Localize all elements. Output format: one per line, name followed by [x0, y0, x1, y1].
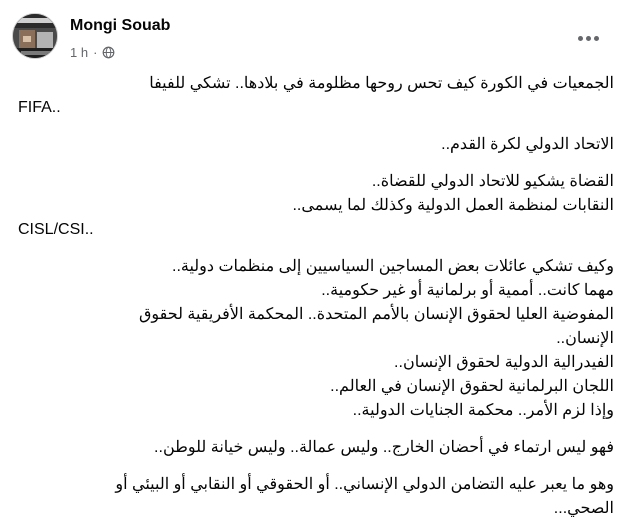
author-avatar[interactable] [12, 13, 58, 59]
post-line-9: المفوضية العليا لحقوق الإنسان بالأمم المتحدة.. المحكمة الأفريقية لحقوق [138, 306, 614, 323]
post-line-2: FIFA.. [18, 99, 61, 116]
post-line-11: الفيدرالية الدولية لحقوق الإنسان.. [394, 354, 614, 371]
post-line-16: الصحي... [553, 500, 614, 517]
author-name[interactable]: Mongi Souab [70, 17, 171, 34]
post-line-15: وهو ما يعبر عليه التضامن الدولي الإنساني.. أو الحقوقي أو النقابي أو البيئي أو [115, 476, 614, 493]
post-line-14: فهو ليس ارتماء في أحضان الخارج.. وليس عمالة.. وليس خيانة للوطن.. [154, 439, 614, 456]
post-line-13: وإذا لزم الأمر.. محكمة الجنايات الدولية.. [352, 402, 614, 419]
avatar-image [13, 14, 58, 59]
post-line-4: القضاة يشكيو للاتحاد الدولي للقضاة.. [371, 173, 614, 190]
post-line-8: مهما كانت.. أممية أو برلمانية أو غير حكومية.. [321, 282, 614, 299]
post-body [18, 72, 614, 521]
post-line-10: الإنسان.. [556, 330, 614, 347]
post-line-3: الاتحاد الدولي لكرة القدم.. [441, 136, 614, 153]
globe-icon[interactable] [102, 46, 115, 59]
post-meta [70, 45, 115, 60]
more-options-icon[interactable] [570, 20, 606, 56]
post-line-12: اللجان البرلمانية لحقوق الإنسان في العالم.. [330, 378, 614, 395]
post-line-6: CISL/CSI.. [18, 221, 94, 238]
post-line-5: النقابات لمنظمة العمل الدولية وكذلك لما يسمى.. [292, 197, 614, 214]
post-header [0, 0, 628, 72]
post-line-1: الجمعيات في الكورة كيف تحس روحها مظلومة في بلادها.. تشكي للفيفا [149, 75, 614, 92]
meta-separator: · [93, 45, 98, 60]
post-line-7: وكيف تشكي عائلات بعض المساجين السياسيين إلى منظمات دولية.. [172, 258, 614, 275]
post-time[interactable]: 1 h [70, 45, 89, 60]
